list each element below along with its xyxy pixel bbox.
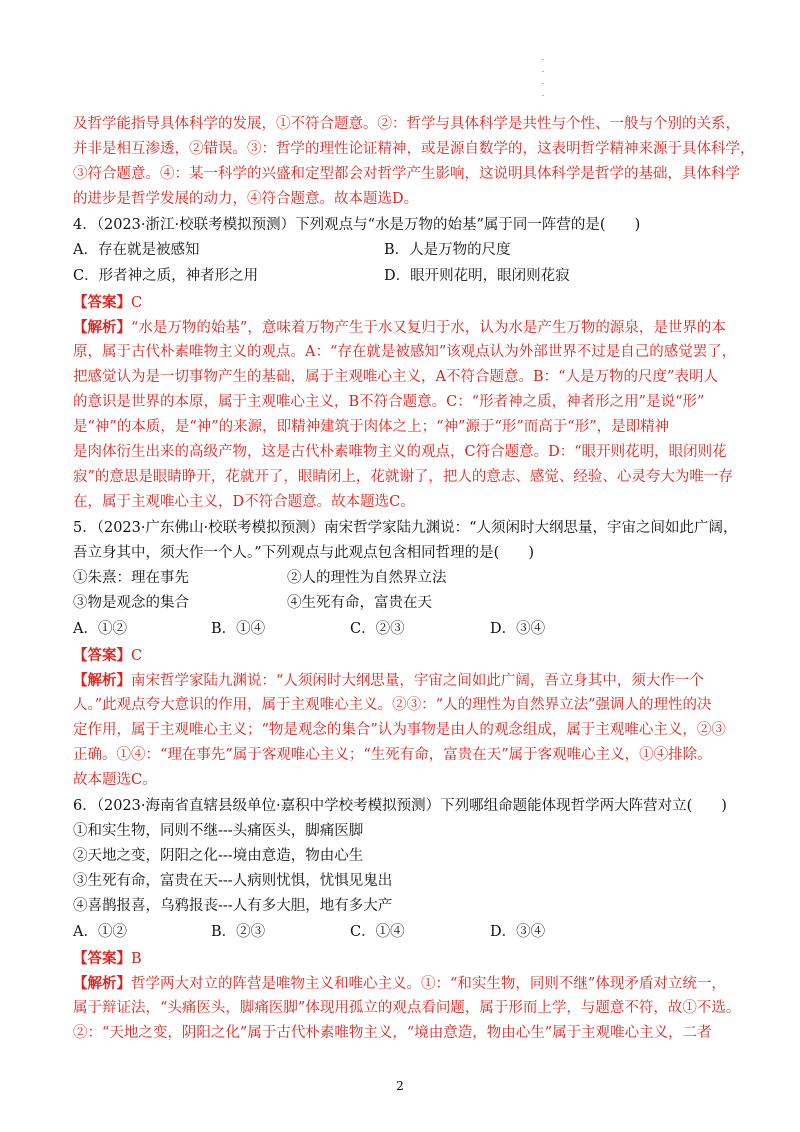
q5-analysis-line-5: 故本题选C。 [73, 772, 157, 788]
intro-line-4: 的进步是哲学发展的动力，④符合题意。故本题选D。 [73, 191, 419, 207]
q4-analysis-line-7: 寂”的意思是眼睛睁开，花就开了，眼睛闭上，花就谢了，把人的意志、感觉、经验、心灵夸大为唯一存 [73, 469, 733, 485]
q5-option-b: B．①④ [211, 621, 266, 637]
q4-answer [73, 292, 753, 314]
q6-option-c: C．①④ [350, 924, 405, 940]
q4-analysis-line-6: 是肉体衍生出来的高级产物，这是古代朴素唯物主义的观点，C符合题意。D：“眼开则花明，眼闭则花 [73, 444, 727, 460]
q6-option-a: A．①② [73, 924, 127, 940]
q6-stem: 6．（2023·海南省直辖县级单位·嘉积中学校考模拟预测）下列哪组命题能体现哲学两大阵营对立( ) [73, 798, 727, 814]
q6-analysis-line-1 [73, 973, 753, 995]
q4-analysis-line-1 [73, 317, 753, 339]
header-marks: . . . . [541, 53, 545, 98]
q6-analysis-line-3: ②：“天地之变，阴阳之化”属于古代朴素唯物主义，“境由意造，物由心生”属于主观唯心主义，二者 [73, 1025, 712, 1041]
q6-statement-4: ④喜鹊报喜，乌鸦报丧---人有多大胆，地有多大产 [73, 898, 393, 914]
q4-analysis-line-2: 原，属于古代朴素唯物主义的观点。A：“存在就是被感知”该观点认为外部世界不过是自己的感觉罢了， [73, 344, 737, 360]
page-number: 2 [396, 1079, 404, 1093]
q6-statement-3: ③生死有命，富贵在天---人病则忧惧，忧惧见鬼出 [73, 873, 393, 889]
q6-answer [73, 948, 753, 970]
q5-option-d: D．③④ [490, 621, 546, 637]
q4-analysis-line-8: 在，属于主观唯心主义，D不符合题意。故本题选C。 [73, 494, 415, 510]
q6-statement-2: ②天地之变，阴阳之化---境由意造，物由心生 [73, 848, 364, 864]
q5-analysis-line-4: 正确。①④：“理在事先”属于客观唯心主义；“生死有命，富贵在天”属于客观唯心主义，①④排除。 [73, 747, 712, 763]
intro-line-2: 并非是相互渗透，②错误。③：哲学的理性论证精神，或是源自数学的，这表明哲学精神来源于具体科学， [73, 141, 755, 157]
q5-option-c: C．②③ [350, 621, 405, 637]
q5-analysis-line-2: 人。”此观点夸大意识的作用，属于主观唯心主义。②③：“人的理性为自然界立法”强调人的理性的决 [73, 697, 712, 713]
q5-analysis-line-1 [73, 670, 753, 692]
q6-option-d: D．③④ [490, 924, 546, 940]
q5-statement-1: ①朱熹：理在事先 [73, 570, 189, 586]
analysis-tag: 【解析】 [73, 975, 131, 992]
q4-stem: 4．（2023·浙江·校联考模拟预测）下列观点与“水是万物的始基”属于同一阵营的是( ) [73, 217, 641, 233]
q4-analysis-line-3: 把感觉认为是一切事物产生的基础，属于主观唯心主义，A不符合题意。B：“人是万物的尺度”表明人 [73, 369, 718, 385]
answer-tag: 【答案】 [73, 647, 131, 664]
answer-tag: 【答案】 [73, 294, 131, 311]
answer-value: C [131, 295, 143, 311]
intro-line-1: 及哲学能指导具体科学的发展，①不符合题意。②：哲学与具体科学是共性与个性、一般与个别的关系， [73, 116, 740, 132]
answer-value: C [131, 648, 143, 664]
q5-statement-4: ④生死有命，富贵在天 [287, 595, 432, 611]
intro-line-3: ③符合题意。④：某一科学的兴盛和定型都会对哲学产生影响，这说明具体科学是哲学的基础，具体科学 [73, 166, 740, 182]
q5-stem-line-2: 吾立身其中，须大作一个人。”下列观点与此观点包含相同哲理的是( ) [73, 545, 534, 561]
q5-answer [73, 645, 753, 667]
analysis-tag: 【解析】 [73, 672, 131, 689]
q5-statement-3: ③物是观念的集合 [73, 595, 189, 611]
answer-tag: 【答案】 [73, 950, 131, 967]
q4-option-b: B．人是万物的尺度 [384, 242, 511, 258]
analysis-text: 南宋哲学家陆九渊说：“人须闲时大纲思量，宇宙之间如此广阔，吾立身其中，须大作一个 [131, 673, 704, 689]
q5-option-a: A．①② [73, 621, 127, 637]
analysis-text: “水是万物的始基”，意味着万物产生于水又复归于水，认为水是产生万物的源泉，是世界的本 [131, 320, 726, 336]
analysis-tag: 【解析】 [73, 319, 131, 336]
q4-analysis-line-4: 的意识是世界的本原，属于主观唯心主义，B不符合题意。C：“形者神之质，神者形之用”是说“形” [73, 394, 705, 410]
q6-statement-1: ①和实生物，同则不继---头痛医头，脚痛医脚 [73, 823, 364, 839]
q5-stem-line-1: 5．（2023·广东佛山·校联考模拟预测）南宋哲学家陆九渊说：“人须闲时大纲思量，宇宙之间如此广阔， [73, 520, 738, 536]
q4-option-d: D．眼开则花明，眼闭则花寂 [384, 268, 570, 284]
answer-value: B [131, 951, 142, 967]
q4-option-c: C．形者神之质，神者形之用 [73, 268, 259, 284]
q5-analysis-line-3: 定作用，属于主观唯心主义；“物是观念的集合”认为事物是由人的观念组成，属于主观唯心主义，②③ [73, 722, 726, 738]
q6-analysis-line-2: 属于辩证法，“头痛医头，脚痛医脚”体现用孤立的观点看问题，属于形而上学，与题意不符，故①不选。 [73, 1000, 741, 1016]
analysis-text: 哲学两大对立的阵营是唯物主义和唯心主义。①：“和实生物，同则不继”体现矛盾对立统一， [131, 976, 726, 992]
q6-option-b: B．②③ [211, 924, 266, 940]
q4-option-a: A．存在就是被感知 [73, 242, 200, 258]
q5-statement-2: ②人的理性为自然界立法 [287, 570, 447, 586]
q4-analysis-line-5: 是“神”的本质，是“神”的来源，即精神建筑于肉体之上；“神”源于“形”而高于“形”，是即精神 [73, 419, 670, 435]
